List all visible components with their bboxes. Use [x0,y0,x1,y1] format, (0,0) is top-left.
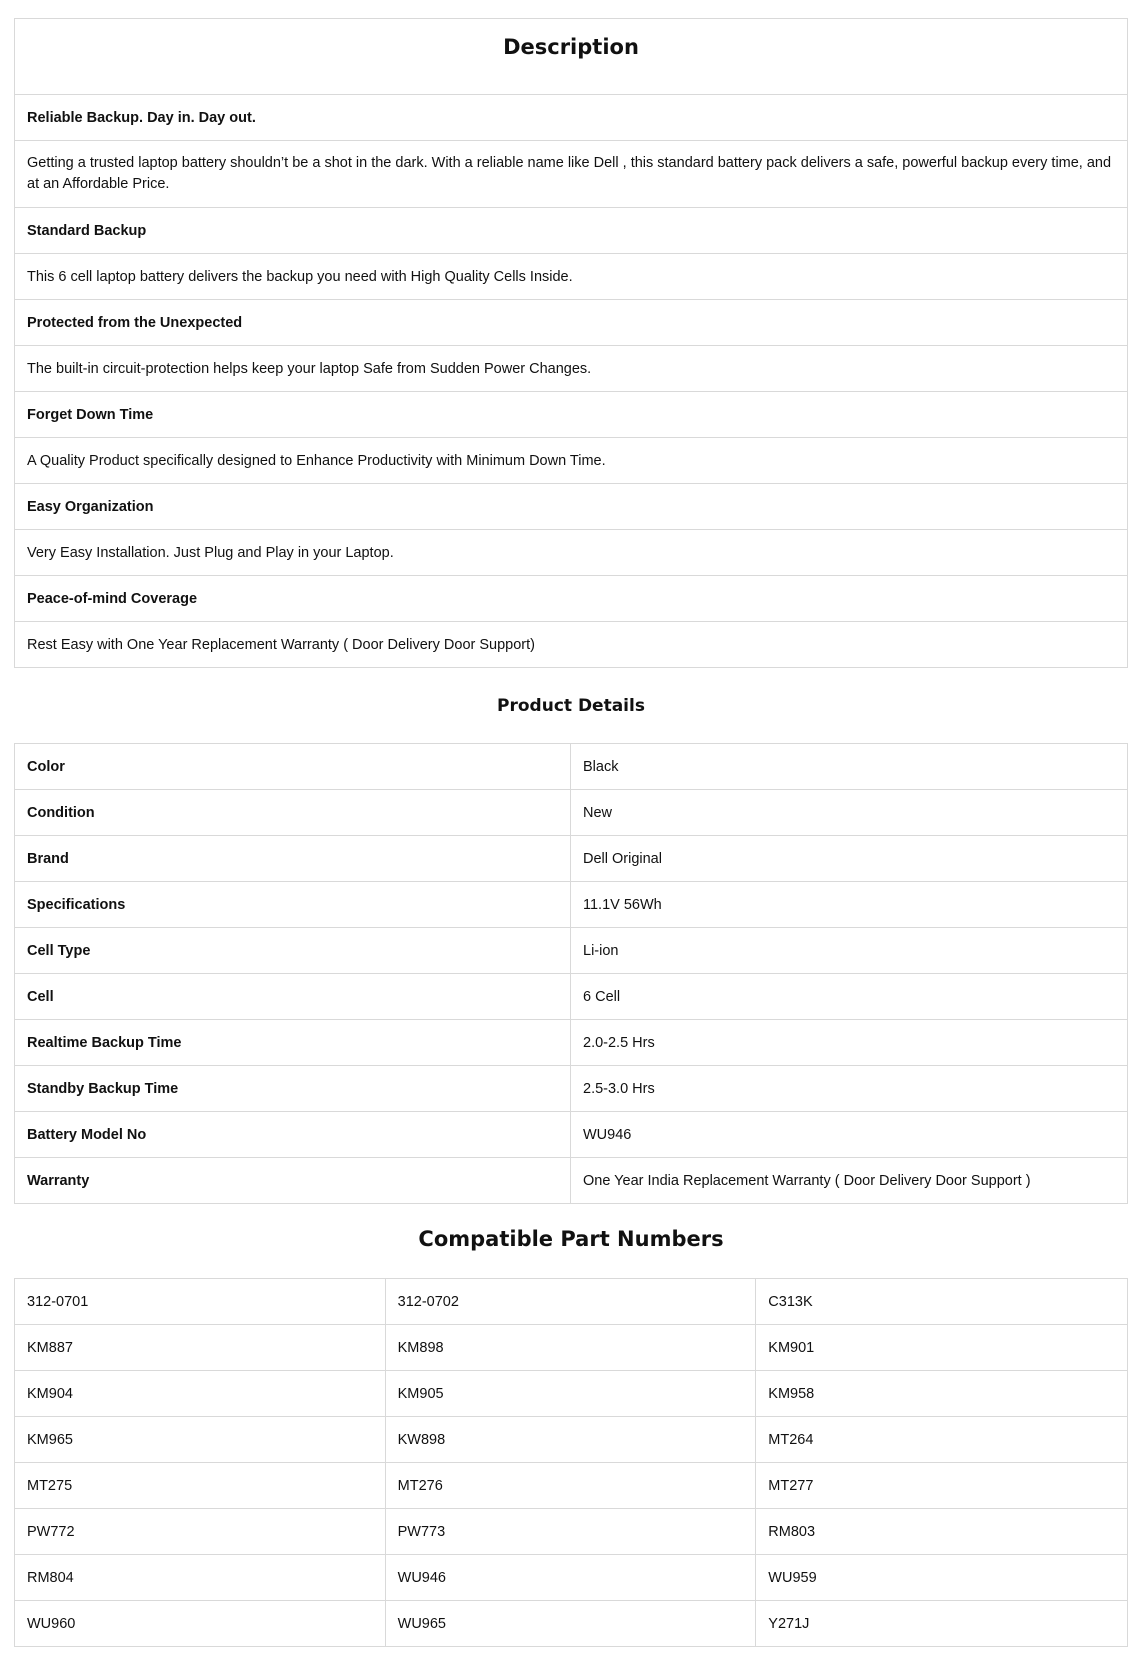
compatible-parts-table [14,1278,1128,1647]
product-detail-row [15,882,1128,928]
part-number-row [15,1509,1128,1555]
part-number-cell: KM904 [15,1371,386,1417]
part-number-cell: KM905 [385,1371,756,1417]
description-heading-row [15,208,1128,254]
description-heading-row [15,576,1128,622]
product-details-table [14,743,1128,1204]
description-text-row [15,346,1128,392]
description-heading: Standard Backup [15,208,1128,254]
product-detail-label: Specifications [15,882,571,928]
product-detail-row [15,1066,1128,1112]
part-number-cell: RM803 [756,1509,1128,1555]
product-detail-row [15,790,1128,836]
product-detail-label: Standby Backup Time [15,1066,571,1112]
part-number-cell: KM898 [385,1325,756,1371]
product-detail-row [15,928,1128,974]
part-number-cell: WU959 [756,1555,1128,1601]
product-detail-label: Condition [15,790,571,836]
product-detail-label: Realtime Backup Time [15,1020,571,1066]
product-detail-row [15,744,1128,790]
part-number-cell: C313K [756,1279,1128,1325]
description-text: Very Easy Installation. Just Plug and Play in your Laptop. [15,530,1128,576]
part-number-cell: KW898 [385,1417,756,1463]
product-detail-value: 2.5-3.0 Hrs [571,1066,1128,1112]
product-detail-value: Dell Original [571,836,1128,882]
part-number-cell: RM804 [15,1555,386,1601]
part-number-row [15,1463,1128,1509]
product-detail-value: One Year India Replacement Warranty ( Door Delivery Door Support ) [571,1158,1128,1204]
product-detail-row [15,1158,1128,1204]
product-detail-row [15,836,1128,882]
compatible-parts-title: Compatible Part Numbers [418,1227,724,1251]
product-detail-value: 6 Cell [571,974,1128,1020]
description-heading-row [15,484,1128,530]
part-number-cell: WU960 [15,1601,386,1647]
product-detail-row [15,1112,1128,1158]
product-detail-label: Color [15,744,571,790]
product-detail-value: 2.0-2.5 Hrs [571,1020,1128,1066]
description-heading: Easy Organization [15,484,1128,530]
part-number-cell: KM901 [756,1325,1128,1371]
product-detail-value: Li-ion [571,928,1128,974]
part-number-cell: MT264 [756,1417,1128,1463]
part-number-row [15,1417,1128,1463]
description-text-row [15,141,1128,208]
description-text-row [15,254,1128,300]
product-detail-label: Warranty [15,1158,571,1204]
description-text-row [15,622,1128,668]
description-heading: Reliable Backup. Day in. Day out. [15,95,1128,141]
part-number-row [15,1555,1128,1601]
description-heading: Forget Down Time [15,392,1128,438]
description-text-row [15,438,1128,484]
description-title: Description [15,19,1128,95]
part-number-cell: MT276 [385,1463,756,1509]
part-number-cell: MT277 [756,1463,1128,1509]
part-number-row [15,1601,1128,1647]
part-number-row [15,1279,1128,1325]
description-text: Getting a trusted laptop battery shouldn’t be a shot in the dark. With a reliable name like Dell , this standard battery pack delivers a safe, powerful backup every time, and at an Affordable Price. [15,141,1128,208]
product-detail-value: WU946 [571,1112,1128,1158]
part-number-cell: MT275 [15,1463,386,1509]
product-detail-value: New [571,790,1128,836]
product-detail-row [15,974,1128,1020]
description-heading: Protected from the Unexpected [15,300,1128,346]
product-detail-label: Battery Model No [15,1112,571,1158]
description-header-row [15,19,1128,95]
product-detail-value: Black [571,744,1128,790]
product-detail-label: Cell Type [15,928,571,974]
product-detail-row [15,1020,1128,1066]
product-details-title: Product Details [497,696,645,716]
product-detail-value: 11.1V 56Wh [571,882,1128,928]
part-number-row [15,1325,1128,1371]
description-text-row [15,530,1128,576]
part-number-cell: Y271J [756,1601,1128,1647]
part-number-cell: 312-0702 [385,1279,756,1325]
product-detail-label: Cell [15,974,571,1020]
description-text: A Quality Product specifically designed to Enhance Productivity with Minimum Down Time. [15,438,1128,484]
part-number-cell: PW773 [385,1509,756,1555]
part-number-cell: WU946 [385,1555,756,1601]
part-number-cell: KM965 [15,1417,386,1463]
part-number-cell: KM887 [15,1325,386,1371]
part-number-cell: PW772 [15,1509,386,1555]
part-number-cell: WU965 [385,1601,756,1647]
part-number-row [15,1371,1128,1417]
description-text: The built-in circuit-protection helps keep your laptop Safe from Sudden Power Changes. [15,346,1128,392]
description-heading-row [15,392,1128,438]
description-heading-row [15,95,1128,141]
description-heading: Peace-of-mind Coverage [15,576,1128,622]
description-text: Rest Easy with One Year Replacement Warranty ( Door Delivery Door Support) [15,622,1128,668]
product-detail-label: Brand [15,836,571,882]
description-table [14,18,1128,668]
part-number-cell: 312-0701 [15,1279,386,1325]
description-heading-row [15,300,1128,346]
part-number-cell: KM958 [756,1371,1128,1417]
description-text: This 6 cell laptop battery delivers the backup you need with High Quality Cells Inside. [15,254,1128,300]
